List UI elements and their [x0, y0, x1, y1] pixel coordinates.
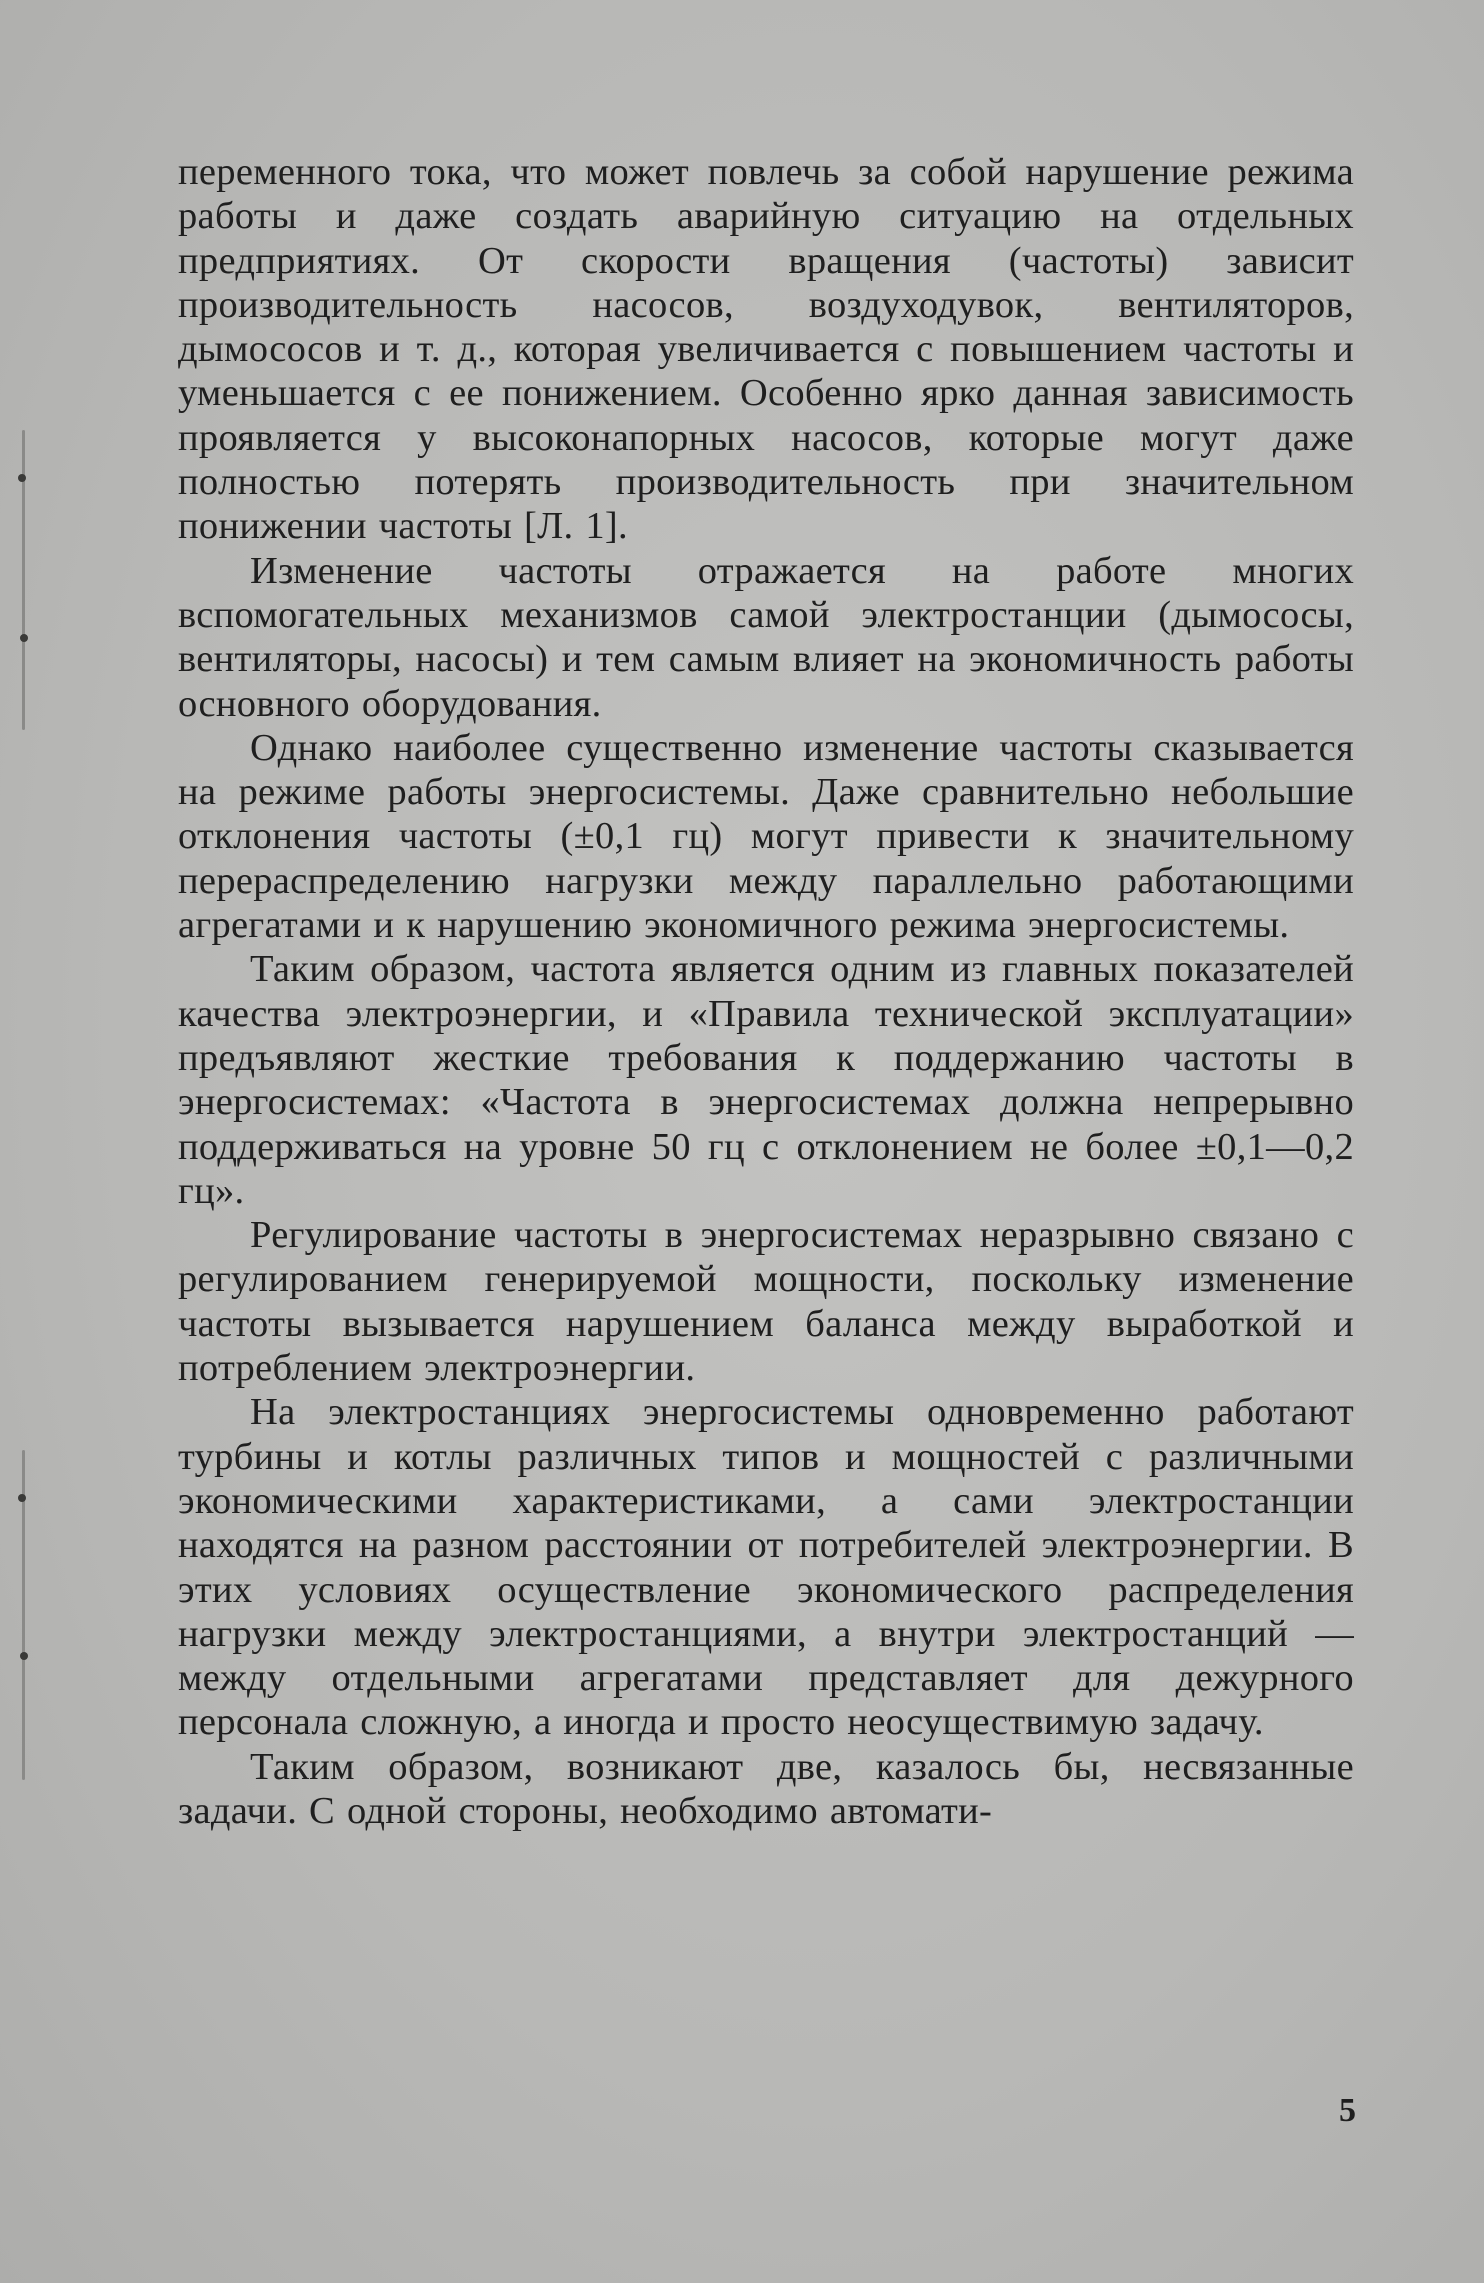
paragraph-5: Регулирование частоты в энергосистемах неразрывно связано с регулированием генерируемой мощности, поскольку изменение частоты вызывается нарушением баланса между выработкой и потреблением электроэнергии.: [178, 1214, 1354, 1390]
binding-mark-3: [18, 1494, 26, 1502]
paragraph-2: Изменение частоты отражается на работе многих вспомогательных механизмов самой электростанции (дымососы, вентиляторы, насосы) и тем самым влияет на экономичность работы основного оборудования.: [178, 549, 1354, 725]
paragraph-3: Однако наиболее существенно изменение частоты сказывается на режиме работы энергосистемы. Даже сравнительно небольшие отклонения частоты (±0,1 гц) могут привести к значительному перераспределению нагрузки между параллельно работающими агрегатами и к нарушению экономичного режима энергосистемы.: [178, 726, 1354, 947]
paragraph-4: Таким образом, частота является одним из главных показателей качества электроэнергии, и «Правила технической эксплуатации» предъявляют жесткие требования к поддержанию частоты в энергосистемах: «Частота в энергосистемах должна непрерывно поддерживаться на уровне 50 гц с отклонением не более ±0,1—0,2 гц».: [178, 948, 1354, 1212]
binding-mark-1: [18, 474, 26, 482]
binding-mark-4: [20, 1652, 28, 1660]
page-number: 5: [1339, 2092, 1356, 2129]
body-text: [178, 150, 1354, 1833]
paragraph-7: Таким образом, возникают две, казалось бы, несвязанные задачи. С одной стороны, необходимо автомати-: [178, 1745, 1354, 1832]
paragraph-1: переменного тока, что может повлечь за собой нарушение режима работы и даже создать аварийную ситуацию на отдельных предприятиях. От скорости вращения (частоты) зависит производительность насосов, воздуходувок, вентиляторов, дымососов и т. д., которая увеличивается с повышением частоты и уменьшается с ее понижением. Особенно ярко данная зависимость проявляется у высоконапорных насосов, которые могут даже полностью потерять производительность при значительном понижении частоты [Л. 1].: [178, 151, 1354, 548]
paragraph-6: На электростанциях энергосистемы одновременно работают турбины и котлы различных типов и мощностей с различными экономическими характеристиками, а сами электростанции находятся на разном расстоянии от потребителей электроэнергии. В этих условиях осуществление экономического распределения нагрузки между электростанциями, а внутри электростанций — между отдельными агрегатами представляет для дежурного персонала сложную, а иногда и просто неосуществимую задачу.: [178, 1391, 1354, 1744]
binding-mark-2: [20, 634, 28, 642]
